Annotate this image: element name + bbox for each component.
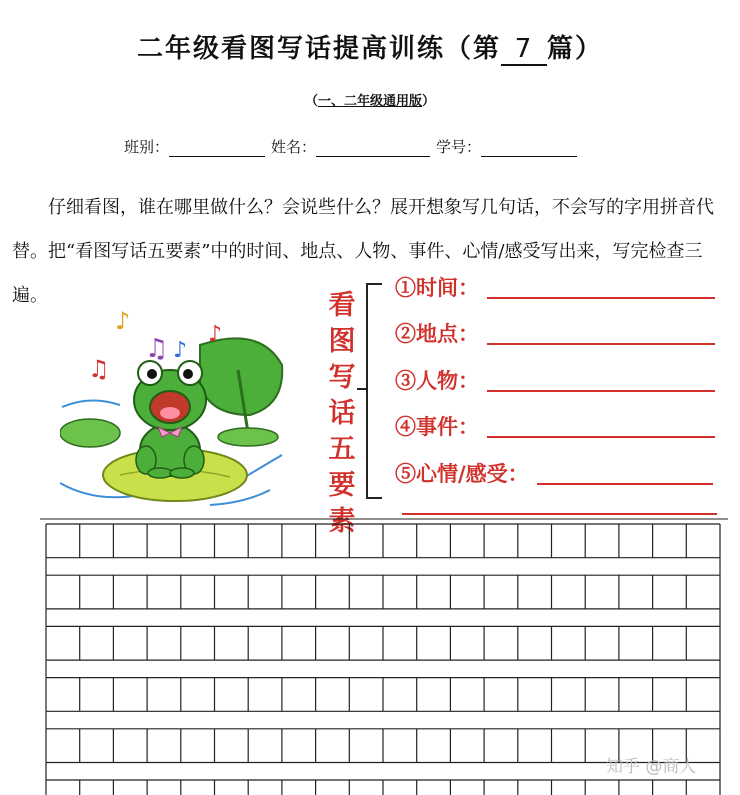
title-suffix: 篇） <box>547 34 604 64</box>
element-feeling <box>395 458 713 488</box>
frog-icon <box>134 361 206 478</box>
svg-text:♫: ♫ <box>145 334 169 364</box>
element-time <box>395 272 715 302</box>
subtitle-close: ） <box>422 94 436 109</box>
page-title <box>0 28 740 66</box>
svg-text:♪: ♪ <box>115 307 131 335</box>
title-number: 7 <box>501 34 547 66</box>
edition-subtitle <box>0 90 740 109</box>
svg-text:♫: ♫ <box>88 355 110 383</box>
subtitle-open: （ <box>304 94 318 109</box>
watermark: 知乎 @商人 <box>606 757 697 777</box>
element-event-line[interactable] <box>487 436 715 438</box>
element-people-line[interactable] <box>487 390 715 392</box>
subtitle-text: 一、二年级通用版 <box>317 94 422 109</box>
id-field[interactable] <box>481 138 577 157</box>
svg-text:♪: ♪ <box>173 338 188 363</box>
element-place <box>395 318 715 348</box>
class-field[interactable] <box>169 138 265 157</box>
five-elements-title: 看图写话五要素 <box>328 290 356 537</box>
element-feeling-line[interactable] <box>537 483 713 485</box>
bracket <box>366 283 382 499</box>
element-time-label: ①时间： <box>395 275 479 300</box>
title-prefix: 二年级看图写话提高训练（第 <box>136 34 501 64</box>
element-people <box>395 365 715 395</box>
element-people-label: ③人物： <box>395 368 479 393</box>
frog-illustration <box>60 305 285 517</box>
svg-text:♪: ♪ <box>208 322 223 347</box>
element-event-label: ④事件： <box>395 414 479 439</box>
element-feeling-label: ⑤心情/感受： <box>395 461 529 486</box>
element-place-label: ②地点： <box>395 321 479 346</box>
class-label: 班别： <box>124 138 170 156</box>
element-place-line[interactable] <box>487 343 715 345</box>
element-event <box>395 411 715 441</box>
element-extra-line[interactable] <box>402 513 717 515</box>
element-time-line[interactable] <box>487 297 715 299</box>
id-label: 学号： <box>436 138 482 156</box>
student-info <box>124 136 583 157</box>
bracket-tip <box>357 388 367 390</box>
name-field[interactable] <box>316 138 430 157</box>
instructions: 仔细看图，谁在哪里做什么？会说些什么？展开想象写几句话，不会写的字用拼音代替。把“看图写话五要素”中的时间、地点、人物、事件、心情/感受写出来，写完检查三遍。 <box>12 197 714 306</box>
name-label: 姓名： <box>271 138 317 156</box>
